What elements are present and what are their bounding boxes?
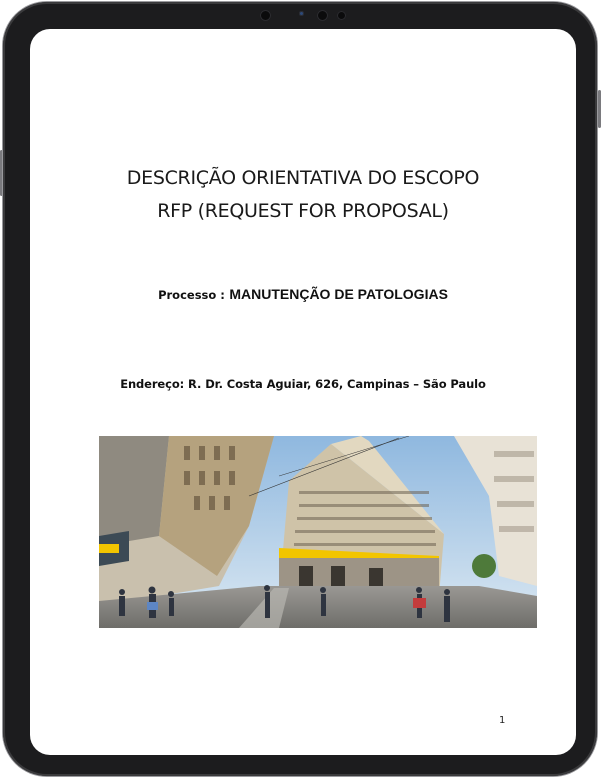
document-page[interactable]: [30, 29, 576, 755]
building-photo: [99, 436, 537, 628]
processo-line: [30, 286, 576, 304]
page-title: [30, 162, 576, 228]
camera-icon: [299, 11, 304, 16]
processo-value: MANUTENÇÃO DE PATOLOGIAS: [229, 286, 448, 302]
sensor-icon: [317, 10, 328, 21]
address-line: Endereço: R. Dr. Costa Aguiar, 626, Campinas – São Paulo: [120, 377, 486, 391]
sensor-icon: [337, 11, 346, 20]
processo-label: Processo :: [158, 288, 225, 302]
title-line-2: RFP (REQUEST FOR PROPOSAL): [157, 200, 449, 222]
page-number: 1: [499, 715, 506, 726]
tablet-frame: [3, 2, 597, 776]
title-line-1: DESCRIÇÃO ORIENTATIVA DO ESCOPO: [126, 167, 480, 189]
sensor-icon: [260, 10, 271, 21]
